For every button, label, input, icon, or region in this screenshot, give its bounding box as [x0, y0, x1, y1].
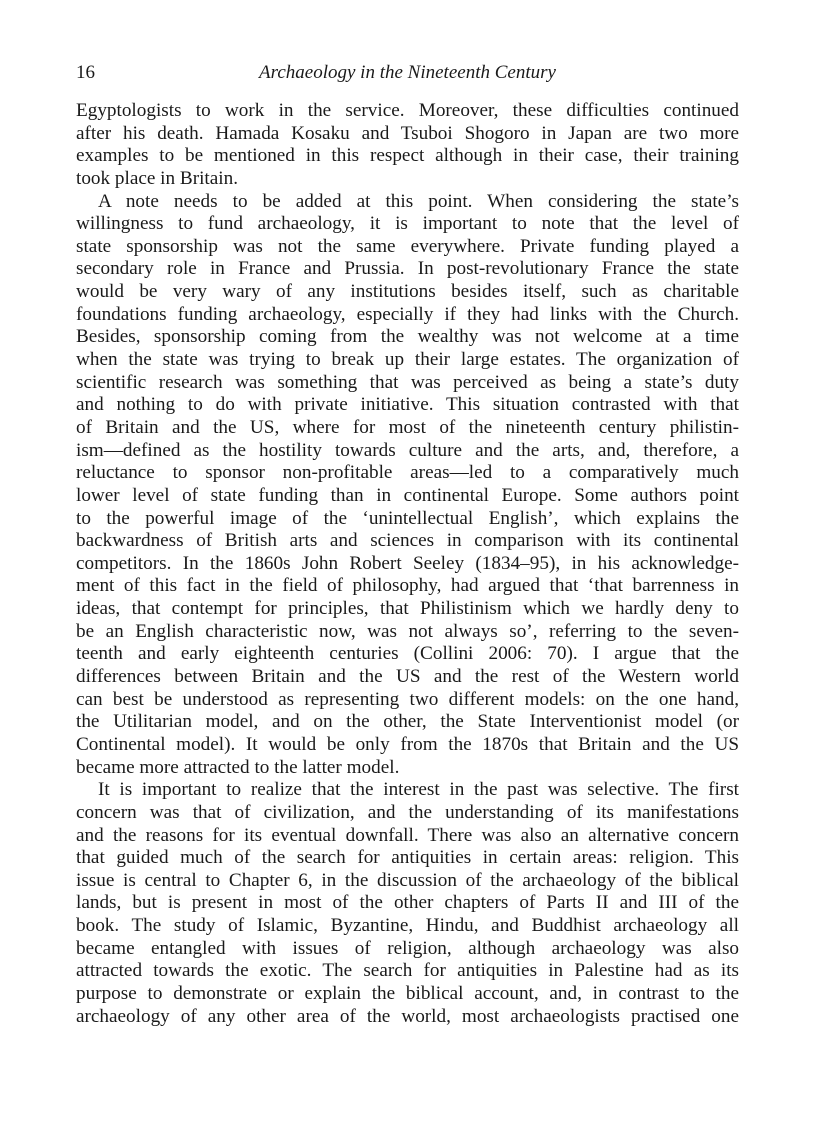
- text-line: ideas, that contempt for principles, that Philistinism which we hardly deny to: [76, 598, 739, 620]
- text-line: concern was that of civilization, and the understanding of its manifestations: [76, 801, 739, 823]
- text-line: after his death. Hamada Kosaku and Tsuboi Shogoro in Japan are two more: [76, 122, 739, 144]
- text-line: took place in Britain.: [76, 167, 238, 189]
- text-line: scientific research was something that was perceived as being a state’s duty: [76, 371, 739, 393]
- text-line: Besides, sponsorship coming from the wealthy was not welcome at a time: [76, 326, 739, 348]
- page-number: 16: [76, 62, 95, 83]
- paragraph: [76, 779, 739, 1028]
- paragraph: [76, 100, 739, 191]
- text-line: A note needs to be added at this point. When considering the state’s: [98, 190, 739, 212]
- page-header: [76, 62, 739, 88]
- text-line: of Britain and the US, where for most of the nineteenth century philistin-: [76, 416, 739, 438]
- text-line: and the reasons for its eventual downfall. There was also an alternative concern: [76, 824, 739, 846]
- text-line: attracted towards the exotic. The search for antiquities in Palestine had as its: [76, 960, 739, 982]
- text-line: be an English characteristic now, was not always so’, referring to the seven-: [76, 620, 739, 642]
- text-line: Egyptologists to work in the service. Moreover, these difficulties continued: [76, 100, 739, 121]
- body-text: [76, 100, 739, 1028]
- text-line: differences between Britain and the US and the rest of the Western world: [76, 666, 739, 688]
- text-line: ment of this fact in the field of philosophy, had argued that ‘that barrenness in: [76, 575, 739, 597]
- text-line: can best be understood as representing two different models: on the one hand,: [76, 688, 739, 710]
- text-line: examples to be mentioned in this respect although in their case, their training: [76, 145, 739, 167]
- text-line: reluctance to sponsor non-profitable areas—led to a comparatively much: [76, 462, 739, 484]
- text-line: purpose to demonstrate or explain the biblical account, and, in contrast to the: [76, 982, 739, 1004]
- text-line: the Utilitarian model, and on the other, the State Interventionist model (or: [76, 711, 739, 733]
- text-line: teenth and early eighteenth centuries (Collini 2006: 70). I argue that the: [76, 643, 739, 665]
- text-line: to the powerful image of the ‘unintellectual English’, which explains the: [76, 507, 739, 529]
- text-line: when the state was trying to break up their large estates. The organization of: [76, 349, 739, 371]
- text-line: state sponsorship was not the same everywhere. Private funding played a: [76, 235, 739, 257]
- text-line: and nothing to do with private initiative. This situation contrasted with that: [76, 394, 739, 416]
- text-line: lower level of state funding than in continental Europe. Some authors point: [76, 484, 739, 506]
- text-line: ism—defined as the hostility towards culture and the arts, and, therefore, a: [76, 439, 739, 461]
- text-line: willingness to fund archaeology, it is important to note that the level of: [76, 213, 739, 235]
- text-line: It is important to realize that the interest in the past was selective. The first: [98, 779, 739, 801]
- text-line: lands, but is present in most of the other chapters of Parts II and III of the: [76, 892, 739, 914]
- text-line: became entangled with issues of religion, although archaeology was also: [76, 937, 739, 959]
- text-line: Continental model). It would be only from the 1870s that Britain and the US: [76, 733, 739, 755]
- paragraph: [76, 191, 739, 780]
- text-line: backwardness of British arts and sciences in comparison with its continental: [76, 530, 739, 552]
- text-line: archaeology of any other area of the world, most archaeologists practised one: [76, 1005, 739, 1027]
- text-line: book. The study of Islamic, Byzantine, Hindu, and Buddhist archaeology all: [76, 915, 739, 937]
- text-line: became more attracted to the latter model.: [76, 756, 400, 778]
- running-title: Archaeology in the Nineteenth Century: [259, 62, 556, 83]
- text-line: issue is central to Chapter 6, in the discussion of the archaeology of the biblical: [76, 869, 739, 891]
- text-line: foundations funding archaeology, especially if they had links with the Church.: [76, 303, 739, 325]
- text-line: that guided much of the search for antiquities in certain areas: religion. This: [76, 847, 739, 869]
- text-line: secondary role in France and Prussia. In post-revolutionary France the state: [76, 258, 739, 280]
- text-line: would be very wary of any institutions besides itself, such as charitable: [76, 281, 739, 303]
- text-line: competitors. In the 1860s John Robert Seeley (1834–95), in his acknowledge-: [76, 552, 739, 574]
